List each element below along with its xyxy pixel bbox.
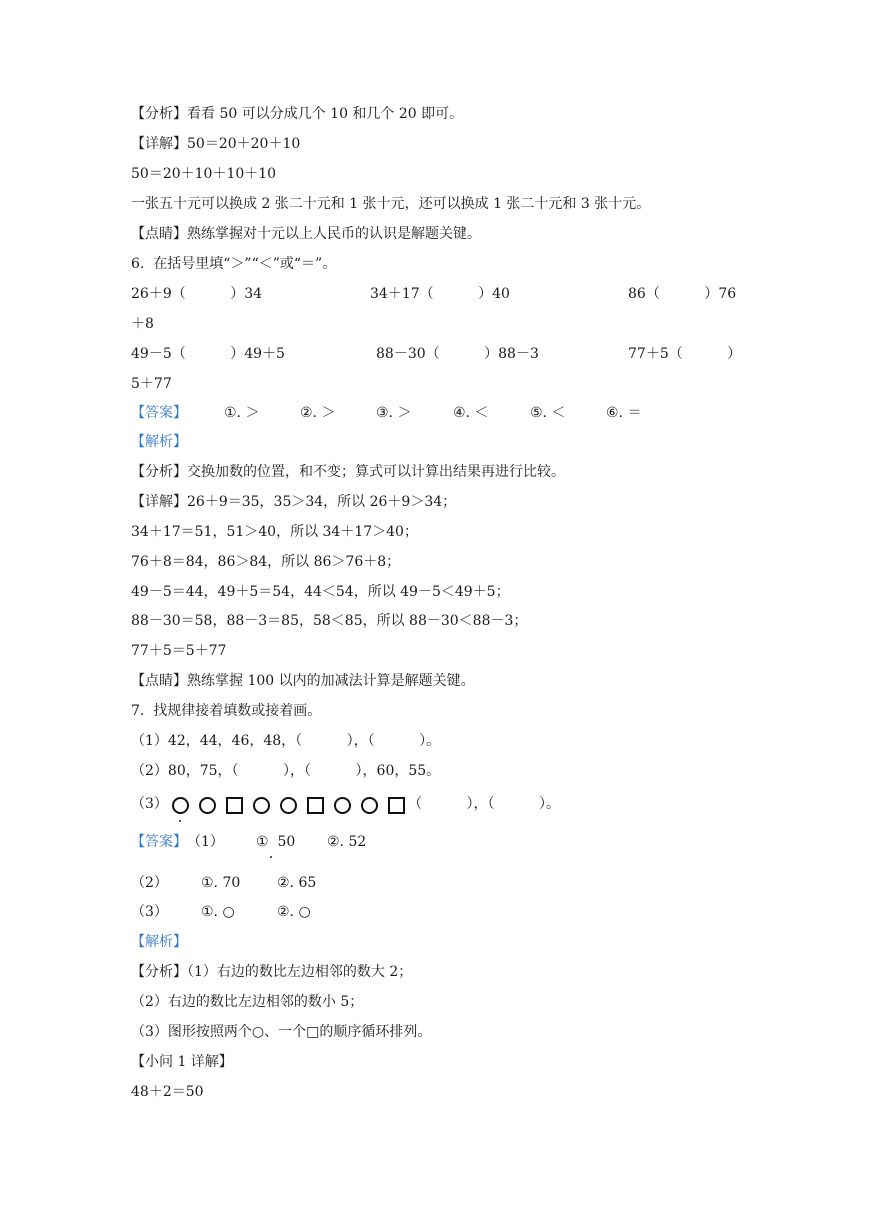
q6-detail-3: 76＋8＝84，86＞84，所以 86＞76＋8；	[131, 554, 401, 570]
q7-answer-1-1: ① 50	[256, 834, 296, 850]
q6-detail-1: 【详解】26＋9＝35，35＞34，所以 26＋9＞34；	[131, 494, 457, 510]
q5-detail-3: 一张五十元可以换成 2 张二十元和 1 张十元，还可以换成 1 张二十元和 3 张十元。	[131, 196, 651, 212]
circle-shape-6	[361, 797, 378, 814]
circle-shape-3	[253, 797, 270, 814]
q7-part-3-blanks: （ ），（ ）。	[408, 796, 561, 812]
square-shape-2	[307, 797, 324, 814]
square-shape-3	[388, 797, 405, 814]
q6-answer-2: ②. ＞	[300, 405, 336, 421]
q6-row1-item-c: 86（ ）76	[628, 286, 737, 302]
q6-answer-4: ④. ＜	[453, 405, 489, 421]
q6-detail-5: 88－30＝58，88－3＝85，58＜85，所以 88－30＜88－3；	[131, 613, 528, 629]
q6-row1-item-b: 34＋17（ ）40	[370, 286, 510, 302]
q7-answer-3-1: ①. ○	[201, 904, 235, 920]
q6-detail-4: 49－5＝44，49＋5＝54，44＜54，所以 49－5＜49＋5；	[131, 584, 510, 600]
q7-subquestion-1-tag: 【小问 1 详解】	[131, 1054, 233, 1070]
q5-detail-2: 50＝20＋10＋10＋10	[131, 166, 277, 182]
q6-row2-item-a: 49－5（ ）49＋5	[131, 346, 285, 362]
q7-answer-2-2: ②. 65	[277, 875, 317, 891]
circle-shape-4	[280, 797, 297, 814]
q7-answer-1-label: （1）	[187, 834, 224, 850]
q7-answer-tag: 【答案】	[131, 834, 187, 850]
q6-row2-item-c: 77＋5（ ）	[628, 346, 742, 362]
q7-answer-2-1: ①. 70	[201, 875, 241, 891]
q7-analysis-2: （2）右边的数比左边相邻的数小 5；	[131, 994, 364, 1010]
q5-comment: 【点睛】熟练掌握对十元以上人民币的认识是解题关键。	[131, 226, 481, 242]
q6-detail-2: 34＋17＝51，51＞40，所以 34＋17＞40；	[131, 524, 418, 540]
q6-row1-continuation: ＋8	[131, 316, 154, 332]
q6-answer-1: ①. ＞	[224, 405, 260, 421]
q7-part-2: （2）80，75，（ ），（ ），60，55。	[131, 763, 441, 779]
q7-answer-3-2: ②. ○	[277, 904, 311, 920]
q6-row2-continuation: 5＋77	[131, 376, 172, 392]
circle-shape-5	[334, 797, 351, 814]
q6-answer-tag: 【答案】	[131, 405, 187, 421]
stray-dot-2	[270, 856, 272, 858]
q7-part-3-label: （3）	[131, 796, 168, 812]
q7-analysis-1: 【分析】（1）右边的数比左边相邻的数大 2；	[131, 964, 413, 980]
q7-answer-3-label: （3）	[131, 904, 168, 920]
q6-row2-item-b: 88－30（ ）88－3	[376, 346, 539, 362]
q6-row1-item-a: 26＋9（ ）34	[131, 286, 263, 302]
circle-shape-2	[199, 797, 216, 814]
q7-answer-1-2: ②. 52	[327, 834, 367, 850]
square-shape-1	[226, 797, 243, 814]
q5-detail-1: 【详解】50＝20＋20＋10	[131, 136, 301, 152]
q7-explain-tag: 【解析】	[131, 934, 187, 950]
q6-answer-3: ③. ＞	[376, 405, 412, 421]
q7-answer-2-label: （2）	[131, 875, 168, 891]
q7-title: 7. 找规律接着填数或接着画。	[131, 703, 322, 719]
q6-answer-6: ⑥. ＝	[606, 405, 642, 421]
circle-shape-1	[172, 797, 189, 814]
q7-part-1: （1）42，44，46，48，（ ），（ ）。	[131, 733, 441, 749]
q6-analysis: 【分析】交换加数的位置，和不变；算式可以计算出结果再进行比较。	[131, 464, 565, 480]
q5-analysis: 【分析】看看 50 可以分成几个 10 和几个 20 即可。	[131, 106, 464, 122]
q7-subquestion-1-calc: 48＋2＝50	[131, 1084, 204, 1100]
q6-explain-tag: 【解析】	[131, 434, 187, 450]
q6-detail-6: 77＋5＝5＋77	[131, 643, 227, 659]
q6-title: 6. 在括号里填“＞”“＜”或“＝”。	[131, 256, 337, 272]
q6-answer-5: ⑤. ＜	[530, 405, 566, 421]
stray-dot	[179, 820, 181, 822]
q6-comment: 【点睛】熟练掌握 100 以内的加减法计算是解题关键。	[131, 673, 475, 689]
q7-analysis-3: （3）图形按照两个○、一个□的顺序循环排列。	[131, 1024, 432, 1040]
